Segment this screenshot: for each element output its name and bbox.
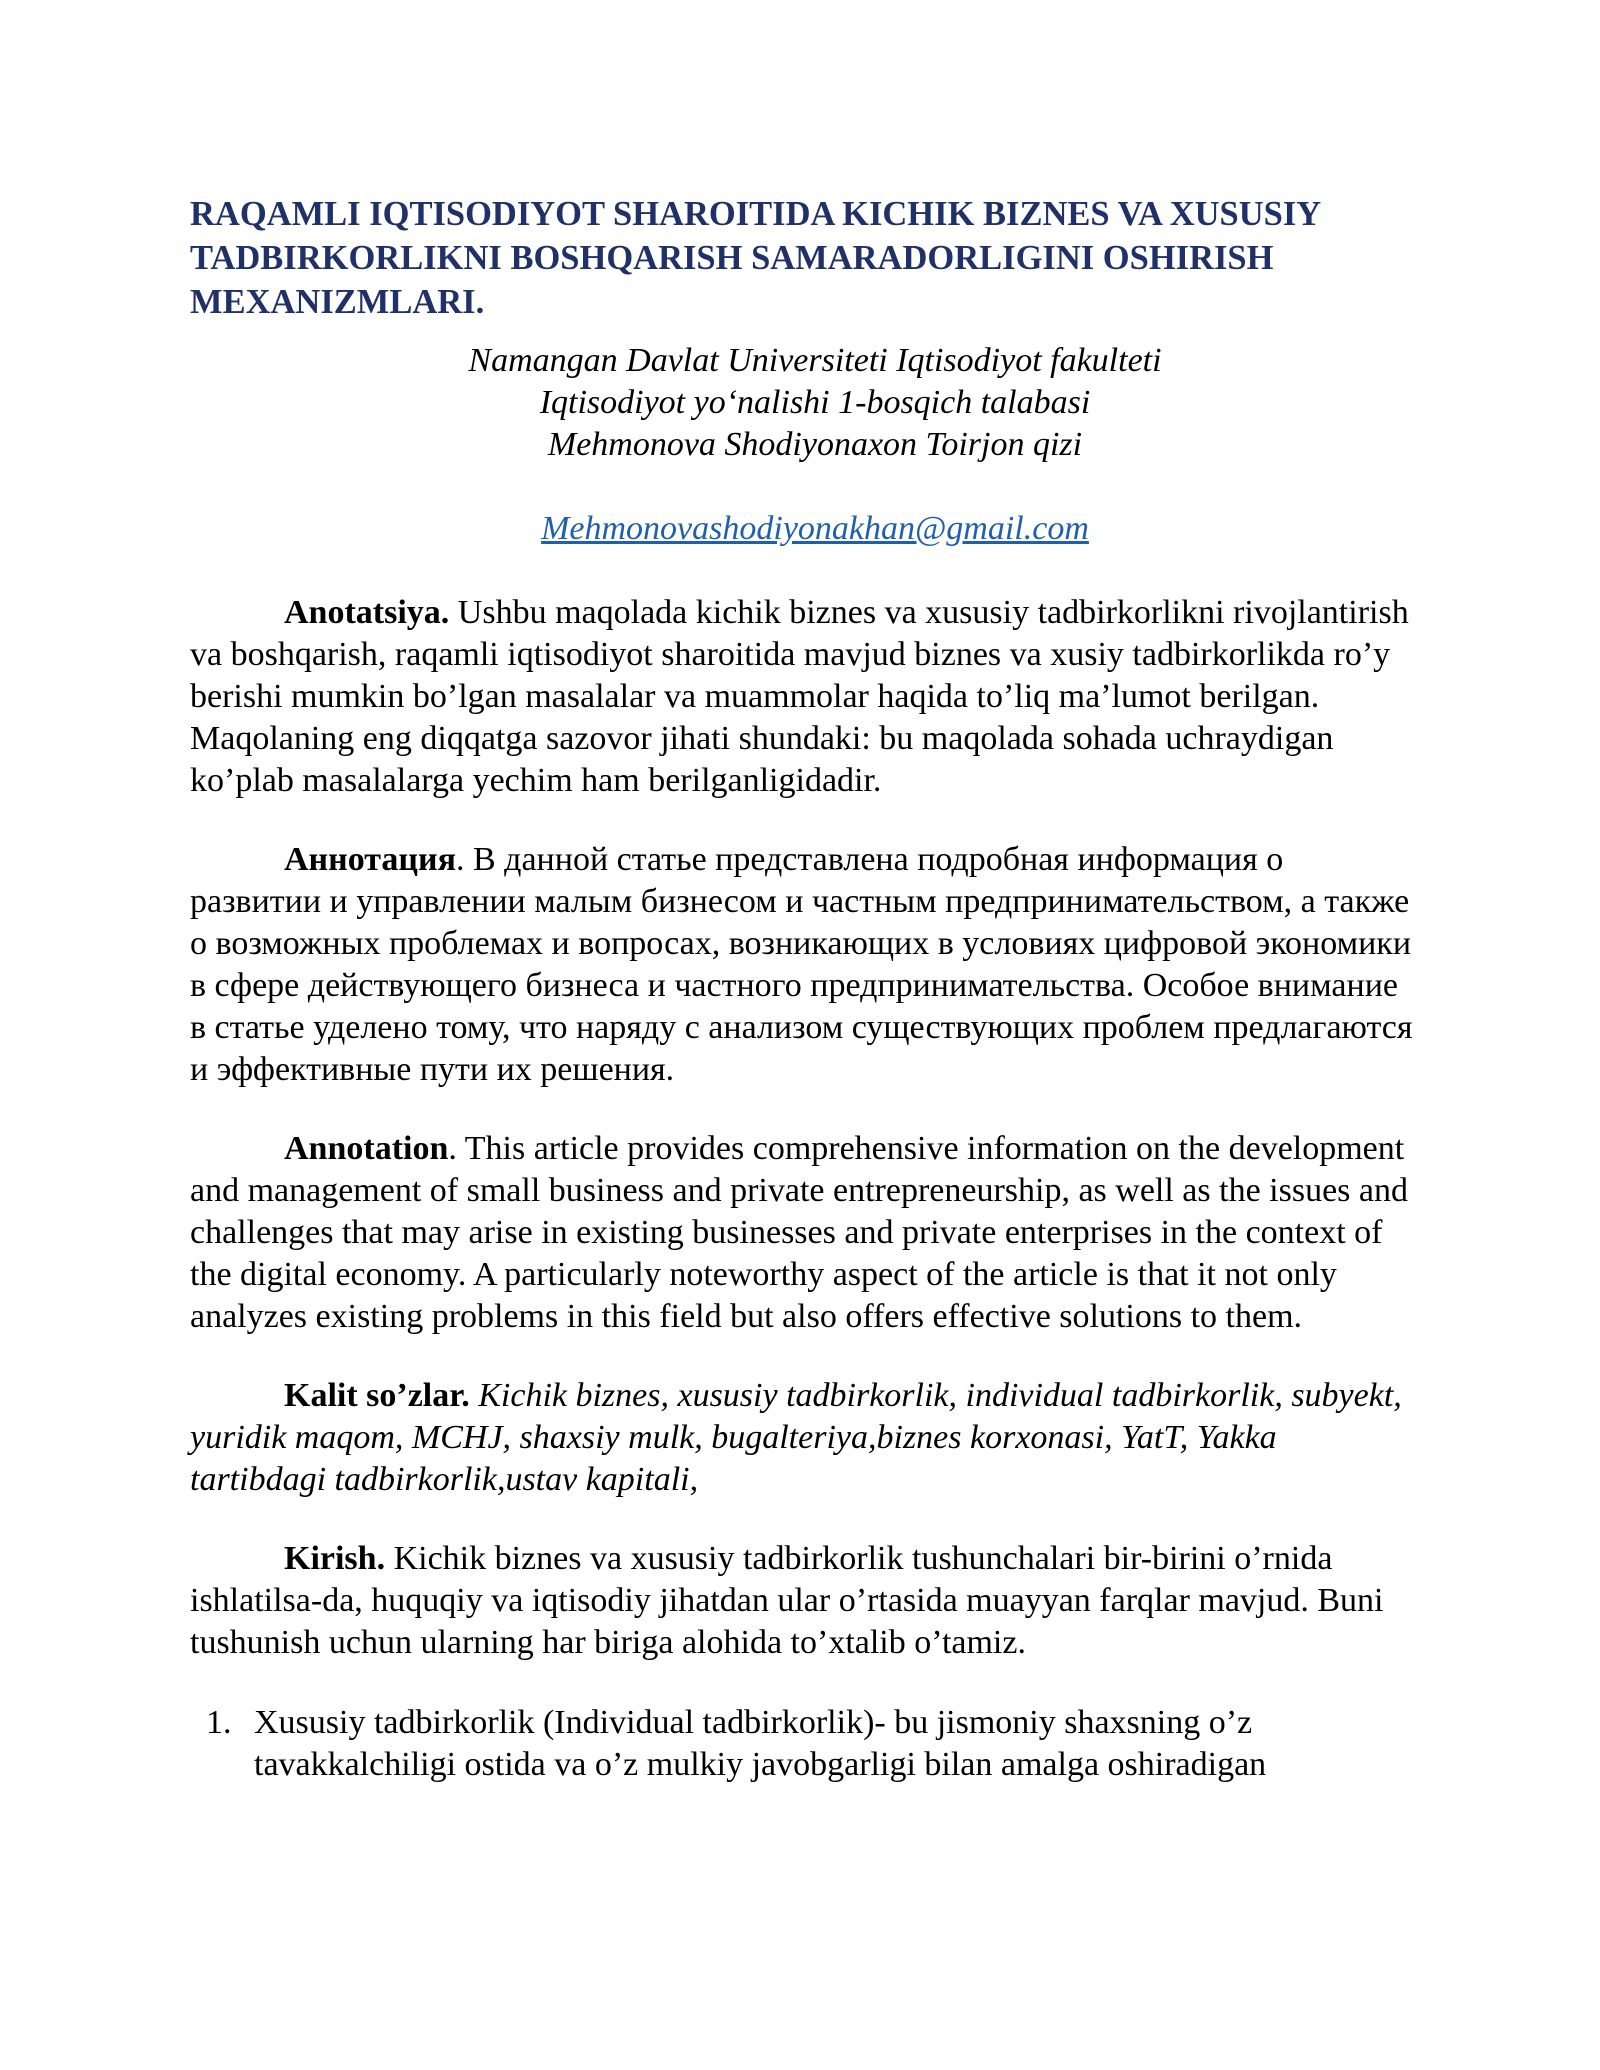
introduction bbox=[190, 1538, 1420, 1664]
abstract-english bbox=[190, 1128, 1420, 1338]
abstract-uzbek-text: Ushbu maqolada kichik biznes va xususiy tadbirkorlikni rivojlantirish va boshqarish, raqamli iqtisodiyot sharoitida mavjud biznes va xusiy tadbirkorlikda ro’y berishi mumkin bo’lgan masalalar va muammolar haqida to’liq ma’lumot berilgan. Maqolaning eng diqqatga sazovor jihati shundaki: bu maqolada sohada uchraydigan ko’plab masalalarga yechim ham berilganligidadir. bbox=[190, 594, 1409, 799]
author-name: Mehmonova Shodiyonaxon Toirjon qizi bbox=[547, 426, 1083, 463]
keywords bbox=[190, 1375, 1420, 1501]
keywords-label: Kalit so’zlar. bbox=[284, 1377, 470, 1414]
abstract-english-text: . This article provides comprehensive information on the development and management of small business and private entrepreneurship, as well as the issues and challenges that may arise in existing businesses and private enterprises in the context of the digital economy. A particularly noteworthy aspect of the article is that it not only analyzes existing problems in this field but also offers effective solutions to them. bbox=[190, 1130, 1408, 1335]
email-wrap bbox=[190, 508, 1420, 550]
abstract-uzbek-label: Anotatsiya. bbox=[284, 594, 450, 631]
abstract-russian-text: . В данной статье представлена подробная информация о развитии и управлении малым бизнесом и частным предпринимательством, а также о возможных проблемах и вопросах, возникающих в условиях цифровой экономики в сфере действующего бизнеса и частного предпринимательства. Особое внимание в статье уделено тому, что наряду с анализом существующих проблем предлагаются и эффективные пути их решения. bbox=[190, 841, 1413, 1088]
author-block bbox=[190, 340, 1420, 466]
keywords-text: Kichik biznes, xususiy tadbirkorlik, individual tadbirkorlik, subyekt, yuridik maqom, MCHJ, shaxsiy mulk, bugalteriya,biznes korxonasi, YatT, Yakka tartibdagi tadbirkorlik,ustav kapitali, bbox=[190, 1377, 1402, 1498]
introduction-text: Kichik biznes va xususiy tadbirkorlik tushunchalari bir-birini o’rnida ishlatilsa-da, huquqiy va iqtisodiy jihatdan ular o’rtasida muayyan farqlar mavjud. Buni tushunish uchun ularning har biriga alohida to’xtalib o’tamiz. bbox=[190, 1540, 1384, 1661]
abstract-russian bbox=[190, 839, 1420, 1091]
numbered-list bbox=[190, 1702, 1420, 1786]
abstract-russian-label: Аннотация bbox=[284, 841, 456, 878]
introduction-label: Kirish. bbox=[284, 1540, 386, 1577]
list-item-number: 1. bbox=[206, 1704, 232, 1741]
author-affiliation: Namangan Davlat Universiteti Iqtisodiyot fakulteti bbox=[468, 342, 1162, 379]
abstract-english-label: Annotation bbox=[284, 1130, 449, 1167]
author-program: Iqtisodiyot yo‘nalishi 1-bosqich talabasi bbox=[539, 384, 1091, 421]
author-email-link[interactable]: Mehmonovashodiyonakhan@gmail.com bbox=[541, 510, 1089, 547]
list-item bbox=[190, 1702, 1420, 1786]
abstract-uzbek bbox=[190, 592, 1420, 802]
list-item-text: Xususiy tadbirkorlik (Individual tadbirkorlik)- bu jismoniy shaxsning o’z tavakkalchiligi ostida va o’z mulkiy javobgarligi bilan amalga oshiradigan bbox=[254, 1704, 1267, 1783]
document-content bbox=[190, 192, 1420, 1786]
page-title: RAQAMLI IQTISODIYOT SHAROITIDA KICHIK BIZNES VA XUSUSIY TADBIRKORLIKNI BOSHQARISH SAMARADORLIGINI OSHIRISH MEXANIZMLARI. bbox=[190, 195, 1320, 321]
